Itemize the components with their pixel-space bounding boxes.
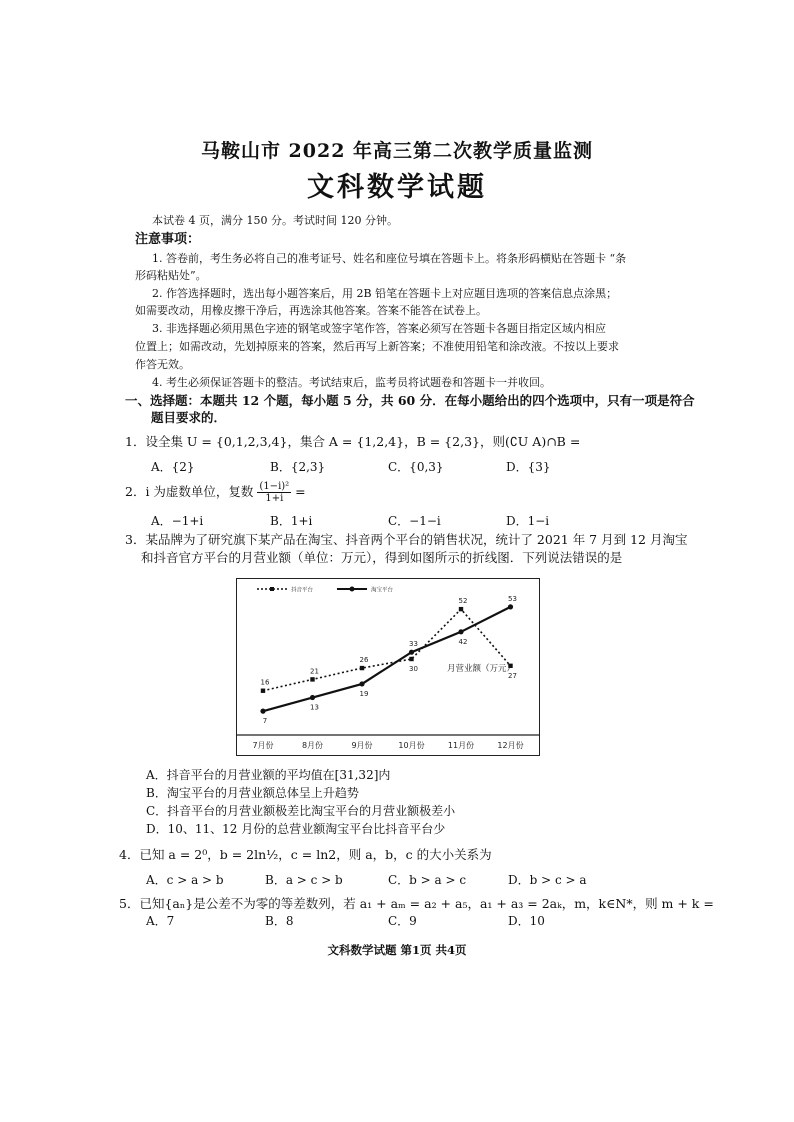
data-point: [359, 681, 364, 686]
q2-option-b: B．1+i: [270, 514, 313, 528]
q2-option-c: C．−1−i: [388, 514, 441, 528]
intro-line: 本试卷 4 页，满分 150 分。考试时间 120 分钟。: [152, 214, 398, 227]
data-point: [459, 607, 463, 611]
data-label: 52: [458, 597, 468, 606]
notes-heading: 注意事项：: [135, 232, 201, 247]
q5-option-c: C．9: [388, 914, 417, 928]
exam-subject: 文科数学试题: [307, 172, 487, 203]
data-point: [508, 604, 513, 609]
question-1: 1．设全集 U = {0,1,2,3,4}，集合 A = {1,2,4}，B = {2,3}，则(∁U A)∩B =: [125, 434, 581, 449]
q2-stem-pre: 2．i 为虚数单位，复数: [125, 484, 254, 499]
q3-option-a: A．抖音平台的月营业额的平均值在[31,32]内: [146, 768, 391, 782]
q3-option-d: D．10、11、12 月份的总营业额淘宝平台比抖音平台少: [146, 822, 446, 836]
note-line: 2. 作答选择题时，选出每小题答案后，用 2B 铅笔在答题卡上对应题目选项的答案信息点涂黑；: [152, 287, 618, 300]
q5-option-d: D．10: [508, 914, 545, 928]
q1-option-c: C．{0,3}: [388, 460, 444, 474]
q4-option-a: A．c > a > b: [146, 873, 224, 887]
q4-option-b: B．a > c > b: [265, 873, 343, 887]
note-line: 作答无效。: [135, 358, 190, 371]
data-label: 42: [458, 637, 468, 646]
note-line: 1. 答卷前，考生务必将自己的准考证号、姓名和座位号填在答题卡上。将条形码横贴在答题卡 “条: [152, 252, 627, 265]
data-point: [310, 695, 315, 700]
data-point: [409, 657, 413, 661]
data-label: 16: [260, 678, 270, 687]
line-chart: [236, 578, 540, 756]
x-tick-label: 10月份: [398, 741, 425, 750]
q5-option-a: A．7: [146, 914, 175, 928]
section-heading-cont: 题目要求的．: [151, 410, 227, 425]
note-line: 位置上；如需改动，先划掉原来的答案，然后再写上新答案；不准使用铅笔和涂改液。不按以上要求: [135, 340, 619, 353]
q2-fraction: [257, 481, 291, 504]
data-label: 19: [359, 689, 369, 698]
section-heading: 一、选择题：本题共 12 个题，每小题 5 分，共 60 分．在每小题给出的四个选项中，只有一项是符合: [125, 393, 695, 408]
x-tick-label: 9月份: [351, 741, 373, 750]
data-label: 30: [409, 665, 418, 673]
note-line: 形码粘贴处”。: [135, 269, 207, 282]
data-label: 7: [262, 717, 268, 726]
data-point: [260, 709, 265, 714]
q2-frac-den: 1+i: [265, 493, 284, 504]
data-point: [409, 650, 414, 655]
data-label: 27: [508, 671, 517, 680]
series-line-0: [260, 609, 511, 691]
q2-stem-post: =: [295, 484, 306, 499]
question-3-cont: 和抖音官方平台的月营业额（单位：万元），得到如图所示的折线图．下列说法错误的是: [141, 550, 623, 565]
q1-option-b: B．{2,3}: [270, 460, 326, 474]
q2-frac-num: (1−i)²: [259, 481, 290, 492]
q1-option-a: A．{2}: [151, 460, 195, 474]
legend-label: 抖音平台: [291, 587, 314, 594]
question-3: 3．某品牌为了研究旗下某产品在淘宝、抖音两个平台的销售状况，统计了 2021 年 7 月到 12 月淘宝: [125, 532, 688, 547]
data-point: [458, 629, 463, 634]
page-footer: 文科数学试题 第1页 共4页: [327, 943, 467, 957]
note-line: 4. 考生必须保证答题卡的整洁。考试结束后，监考员将试题卷和答题卡一并收回。: [152, 376, 551, 389]
data-label: 33: [409, 640, 418, 649]
q4-option-c: C．b > a > c: [388, 873, 467, 887]
note-line: 如需要改动，用橡皮擦干净后，再选涂其他答案。答案不能答在试卷上。: [135, 304, 487, 317]
q2-option-a: A．−1+i: [151, 514, 204, 528]
data-label: 21: [310, 667, 319, 676]
exam-title: 马鞍山市 2022 年高三第二次教学质量监测: [200, 140, 594, 162]
q3-option-c: C．抖音平台的月营业额极差比淘宝平台的月营业额极差小: [146, 804, 456, 818]
data-point: [310, 677, 314, 681]
x-tick-label: 7月份: [252, 741, 274, 750]
x-tick-label: 12月份: [497, 741, 524, 750]
q4-option-d: D．b > c > a: [508, 873, 587, 887]
x-tick-label: 11月份: [447, 741, 475, 750]
note-line: 3. 非选择题必须用黑色字迹的钢笔或签字笔作答，答案必须写在答题卡各题目指定区域内相应: [152, 322, 606, 335]
legend-label: 淘宝平台: [371, 587, 394, 594]
data-point: [360, 666, 364, 670]
q1-option-d: D．{3}: [506, 460, 551, 474]
question-5: 5．已知{aₙ}是公差不为零的等差数列，若 a₁ + aₘ = a₂ + a₅，a₁ + a₃ = 2aₖ，m，k∈N*，则 m + k =: [119, 896, 714, 911]
x-tick-label: 8月份: [301, 741, 324, 750]
question-2: [125, 481, 306, 504]
question-4: 4．已知 a = 2⁰，b = 2ln½，c = ln2，则 a，b，c 的大小关系为: [119, 847, 492, 862]
data-point: [261, 689, 265, 693]
q5-option-b: B．8: [265, 914, 294, 928]
data-label: 26: [359, 656, 369, 665]
data-label: 53: [508, 594, 517, 603]
chart-annotation: 月营业额（万元）: [447, 664, 516, 674]
legend-marker: [350, 587, 355, 592]
legend-marker: [270, 587, 274, 591]
data-label: 13: [310, 703, 319, 712]
q3-option-b: B．淘宝平台的月营业额总体呈上升趋势: [146, 786, 359, 800]
chart-svg: [237, 579, 539, 755]
q2-option-d: D．1−i: [506, 514, 550, 528]
